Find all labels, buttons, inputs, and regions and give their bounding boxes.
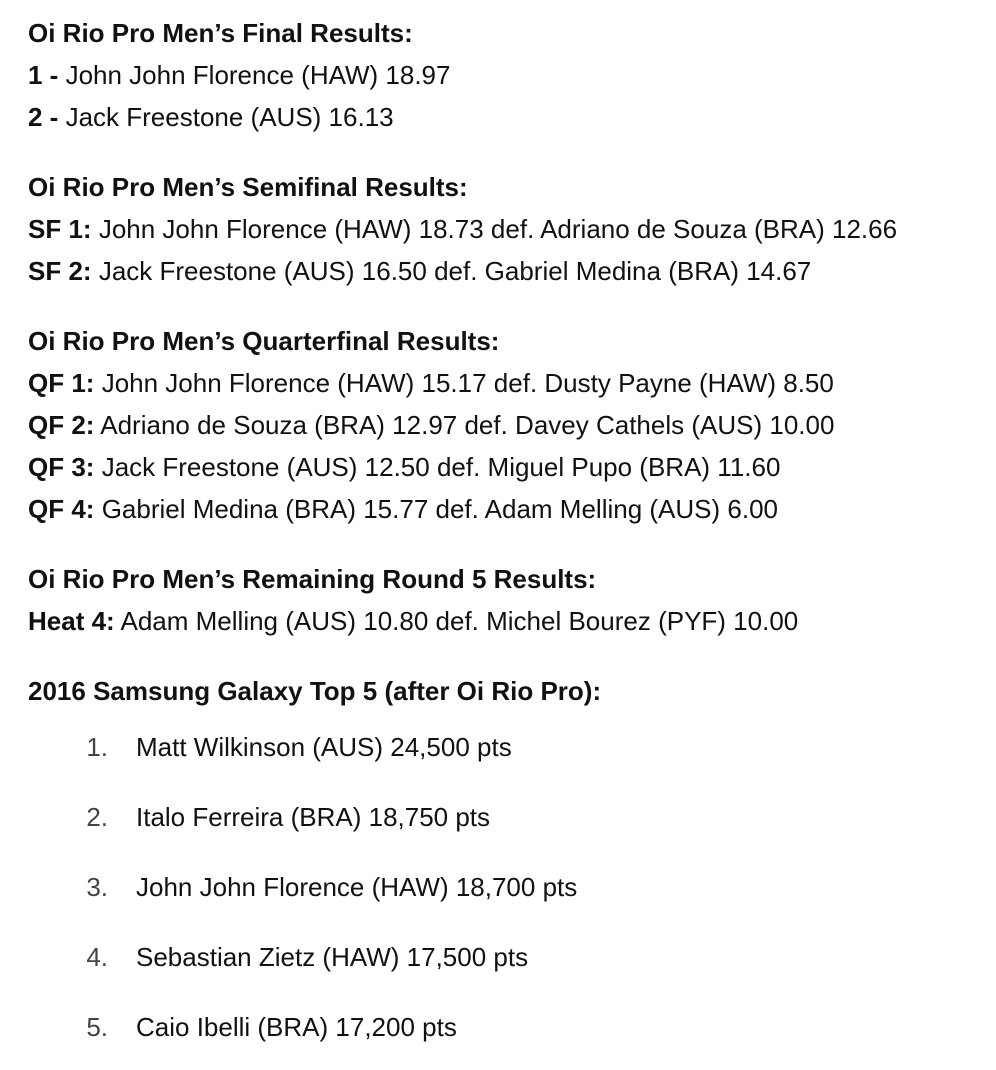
result-text: Jack Freestone (AUS) 16.50 def. Gabriel Medina (BRA) 14.67 <box>98 256 812 286</box>
result-row <box>28 208 996 250</box>
result-text: John John Florence (HAW) 18.97 <box>65 60 451 90</box>
result-label: QF 4: <box>28 494 95 524</box>
result-text: Adam Melling (AUS) 10.80 def. Michel Bourez (PYF) 10.00 <box>120 606 799 636</box>
result-text: Jack Freestone (AUS) 12.50 def. Miguel Pupo (BRA) 11.60 <box>101 452 781 482</box>
result-label: SF 1: <box>28 214 92 244</box>
result-label: QF 3: <box>28 452 95 482</box>
result-label: Heat 4: <box>28 606 115 636</box>
list-item <box>28 866 996 908</box>
result-row <box>28 488 996 530</box>
round5-results-heading: Oi Rio Pro Men’s Remaining Round 5 Results: <box>28 564 597 594</box>
result-label: 2 - <box>28 102 59 132</box>
top5-section <box>28 670 996 1048</box>
result-text: John John Florence (HAW) 18.73 def. Adriano de Souza (BRA) 12.66 <box>98 214 898 244</box>
result-row <box>28 54 996 96</box>
result-row <box>28 96 996 138</box>
quarterfinal-results-heading: Oi Rio Pro Men’s Quarterfinal Results: <box>28 326 500 356</box>
result-label: QF 2: <box>28 410 95 440</box>
result-row <box>28 404 996 446</box>
round5-results-section <box>28 558 996 642</box>
rank-text: John John Florence (HAW) 18,700 pts <box>136 872 578 902</box>
rank-number: 3. <box>86 872 108 902</box>
quarterfinal-results-section <box>28 320 996 530</box>
list-item <box>28 936 996 978</box>
rank-number: 4. <box>86 942 108 972</box>
result-row <box>28 362 996 404</box>
result-text: Jack Freestone (AUS) 16.13 <box>65 102 394 132</box>
result-label: 1 - <box>28 60 59 90</box>
top5-heading: 2016 Samsung Galaxy Top 5 (after Oi Rio Pro): <box>28 676 602 706</box>
final-results-heading: Oi Rio Pro Men’s Final Results: <box>28 18 413 48</box>
result-label: SF 2: <box>28 256 92 286</box>
result-text: John John Florence (HAW) 15.17 def. Dusty Payne (HAW) 8.50 <box>101 368 834 398</box>
rank-number: 1. <box>86 732 108 762</box>
result-row <box>28 600 996 642</box>
result-row <box>28 446 996 488</box>
result-text: Gabriel Medina (BRA) 15.77 def. Adam Melling (AUS) 6.00 <box>101 494 779 524</box>
semifinal-results-section <box>28 166 996 292</box>
rank-text: Sebastian Zietz (HAW) 17,500 pts <box>136 942 529 972</box>
result-text: Adriano de Souza (BRA) 12.97 def. Davey Cathels (AUS) 10.00 <box>100 410 835 440</box>
rank-number: 5. <box>86 1012 108 1042</box>
rank-text: Italo Ferreira (BRA) 18,750 pts <box>136 802 491 832</box>
list-item <box>28 796 996 838</box>
list-item <box>28 1006 996 1048</box>
rank-text: Caio Ibelli (BRA) 17,200 pts <box>136 1012 457 1042</box>
rank-text: Matt Wilkinson (AUS) 24,500 pts <box>136 732 512 762</box>
result-row <box>28 250 996 292</box>
list-item <box>28 726 996 768</box>
result-label: QF 1: <box>28 368 95 398</box>
top5-list <box>28 726 996 1048</box>
final-results-section <box>28 12 996 138</box>
rank-number: 2. <box>86 802 108 832</box>
semifinal-results-heading: Oi Rio Pro Men’s Semifinal Results: <box>28 172 468 202</box>
